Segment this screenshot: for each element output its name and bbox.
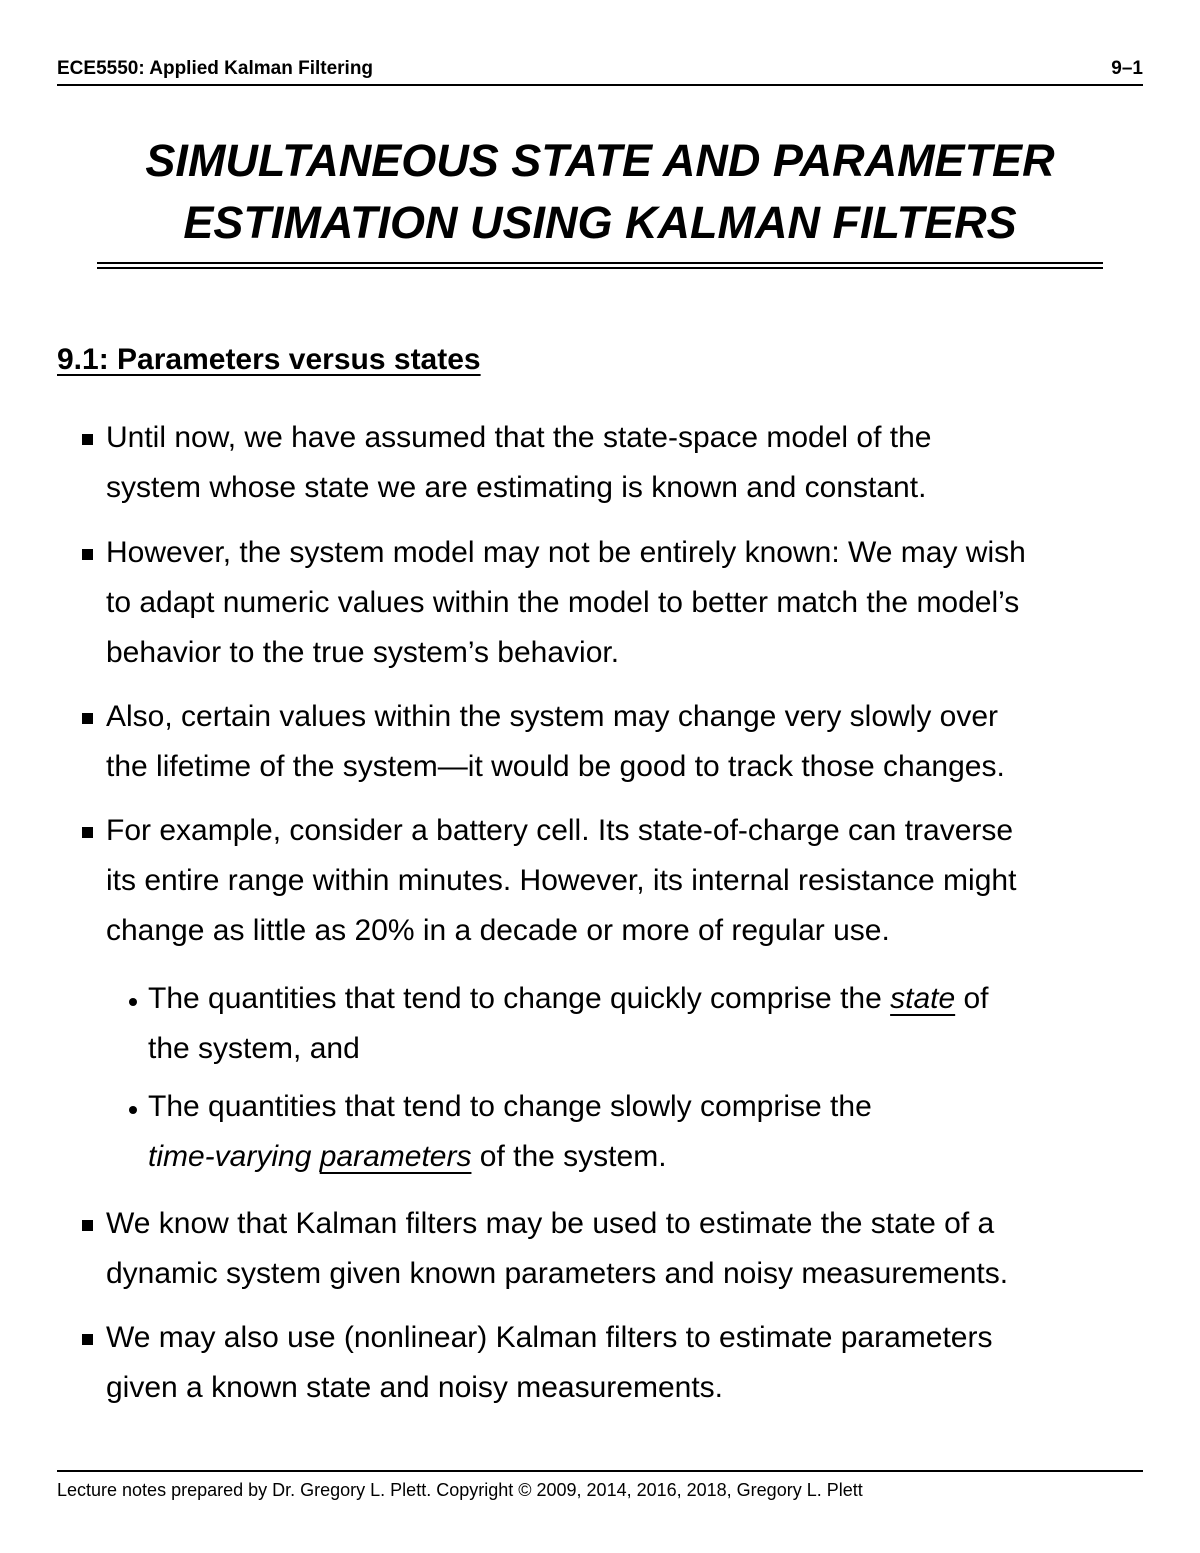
square-bullet-icon xyxy=(82,827,93,838)
term-time-varying: time-varying xyxy=(148,1140,320,1173)
chapter-title xyxy=(60,130,1140,254)
chapter-title-line-2: ESTIMATION USING KALMAN FILTERS xyxy=(183,197,1017,248)
sub-bullet-line xyxy=(148,1132,1148,1182)
sub-bullet-line xyxy=(148,974,1148,1024)
bullet-line: its entire range within minutes. However, its internal resistance might xyxy=(106,864,1017,897)
page-header xyxy=(57,58,1143,86)
square-bullet-icon xyxy=(82,713,93,724)
sub-bullet-item xyxy=(148,974,1148,1074)
sub-bullet-text: The quantities that tend to change quickly comprise the xyxy=(148,982,891,1015)
chapter-title-line-1: SIMULTANEOUS STATE AND PARAMETER xyxy=(145,135,1055,186)
sub-bullet-text: of xyxy=(955,982,989,1015)
bullet-item xyxy=(106,528,1166,678)
bullet-item xyxy=(106,692,1166,792)
bullet-line: We know that Kalman filters may be used to estimate the state of a xyxy=(106,1207,995,1240)
bullet-line: We may also use (nonlinear) Kalman filters to estimate parameters xyxy=(106,1321,993,1354)
bullet-line: the lifetime of the system—it would be good to track those changes. xyxy=(106,750,1005,783)
bullet-line: dynamic system given known parameters and noisy measurements. xyxy=(106,1257,1009,1290)
title-rule-top xyxy=(97,262,1103,264)
course-title: ECE5550: Applied Kalman Filtering xyxy=(57,58,374,79)
bullet-item xyxy=(106,1313,1166,1413)
bullet-line: Also, certain values within the system may change very slowly over xyxy=(106,700,999,733)
bullet-item xyxy=(106,413,1166,513)
title-rule-bottom xyxy=(97,267,1103,269)
bullet-line: system whose state we are estimating is known and constant. xyxy=(106,471,927,504)
sub-bullet-item xyxy=(148,1082,1148,1182)
bullet-line: However, the system model may not be entirely known: We may wish xyxy=(106,536,1026,569)
footer-copyright: Lecture notes prepared by Dr. Gregory L. Plett. Copyright © 2009, 2014, 2016, 2018, Gregory L. Plett xyxy=(57,1480,863,1500)
bullet-line: given a known state and noisy measurements. xyxy=(106,1371,724,1404)
square-bullet-icon xyxy=(82,1334,93,1345)
section-heading: 9.1: Parameters versus states xyxy=(57,343,481,376)
bullet-line: For example, consider a battery cell. Its state-of-charge can traverse xyxy=(106,814,1014,847)
page-number: 9–1 xyxy=(1111,58,1143,79)
dot-bullet-icon xyxy=(129,998,137,1006)
bullet-line: change as little as 20% in a decade or more of regular use. xyxy=(106,914,890,947)
square-bullet-icon xyxy=(82,1220,93,1231)
dot-bullet-icon xyxy=(129,1106,137,1114)
term-state: state xyxy=(890,982,956,1015)
sub-bullet-line: The quantities that tend to change slowly comprise the xyxy=(148,1090,872,1123)
bullet-line: to adapt numeric values within the model to better match the model’s xyxy=(106,586,1020,619)
term-parameters: parameters xyxy=(319,1140,472,1173)
bullet-item xyxy=(106,1199,1166,1299)
sub-bullet-line: the system, and xyxy=(148,1032,360,1065)
bullet-line: behavior to the true system’s behavior. xyxy=(106,636,620,669)
square-bullet-icon xyxy=(82,434,93,445)
bullet-item xyxy=(106,806,1166,956)
sub-bullet-text: of the system. xyxy=(471,1140,667,1173)
bullet-line: Until now, we have assumed that the state-space model of the xyxy=(106,421,932,454)
footer-rule xyxy=(57,1470,1143,1472)
square-bullet-icon xyxy=(82,549,93,560)
